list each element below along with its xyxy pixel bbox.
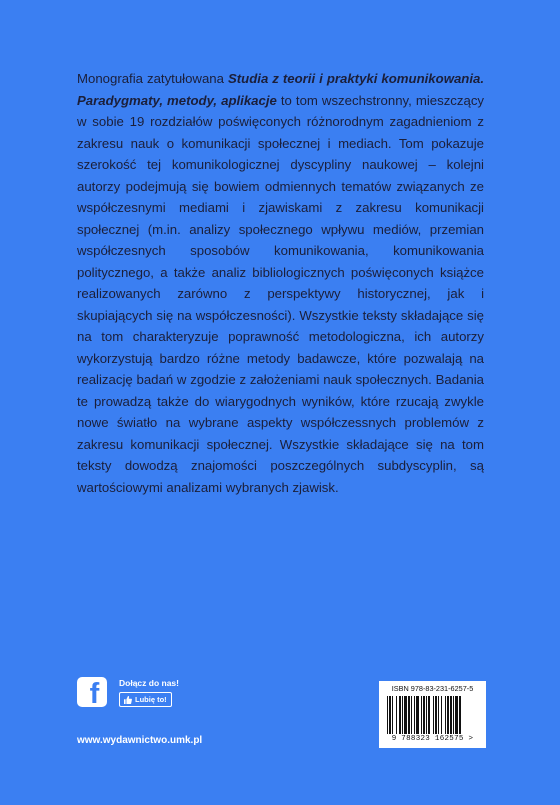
barcode-bar [435, 696, 437, 734]
barcode-bar [426, 696, 427, 734]
book-title: Studia z teorii i praktyki komunikowania. Paradygmaty, metody, aplikacje [77, 71, 484, 108]
blurb-intro: Monografia zatytułowana [77, 71, 228, 86]
barcode-bar [396, 696, 397, 734]
barcode-bar [445, 696, 446, 734]
barcode-bar [392, 696, 393, 734]
barcode-bar [416, 696, 419, 734]
barcode-bar [455, 696, 458, 734]
barcode-bar [399, 696, 401, 734]
back-cover-blurb [77, 68, 484, 498]
like-label: Lubię to! [135, 695, 167, 704]
barcode-bar [450, 696, 452, 734]
barcode-bar [404, 696, 407, 734]
facebook-icon[interactable] [77, 677, 107, 707]
blurb-body: to tom wszechstronny, mieszczący w sobie 19 rozdziałów poświęconych różnorodnym zagadnieniom z zakresu nauk o komunikacji społecznej i mediach. Tom pokazuje szerokość tej komunikologicznej dyscypliny naukowej – kolejni autorzy podejmują się bowiem odmiennych tematów związanych ze współczesnymi mediami i zjawiskami z zakresu komunikacji społecznej (m.in. analizy społecznego wpływu mediów, przemian współczesnych sposobów komunikowania, komunikowania politycznego, a także analiz bibliologicznych poświęconych książce realizowanych zarówno z perspektywy historycznej, jak i skupiających się na współczesności). Wszystkie teksty składające się na tom charakteryzuje poprawność metodologiczna, ich autorzy wykorzystują bardzo różne metody badawcze, które pozwalają na realizację badań w zgodzie z założeniami nauk społecznych. Badania te prowadzą także do wiarygodnych wyników, które rzucają zwykle nowe światło na wybrane aspekty współczessnych problemów z zakresu komunikacji społecznej. Wszystkie składające się na tom teksty dowodzą znajomości poszczególnych subdyscyplin, są wartościowymi analizami wybranych zjawisk. [77, 92, 485, 495]
barcode-bar [421, 696, 422, 734]
barcode-bar [438, 696, 439, 734]
barcode-bar [423, 696, 425, 734]
barcode-bar [441, 696, 442, 734]
barcode-bar [387, 696, 388, 734]
isbn-barcode-box [379, 681, 486, 748]
barcode-bar [402, 696, 403, 734]
barcode-bar [414, 696, 415, 734]
publisher-website[interactable]: www.wydawnictwo.umk.pl [77, 735, 203, 746]
barcode-bar [389, 696, 391, 734]
barcode-digits: 9 788323 162575 > [391, 735, 474, 743]
barcode-bar [453, 696, 454, 734]
barcode-bar [433, 696, 434, 734]
facebook-glyph: f [89, 678, 100, 707]
isbn-label: ISBN 978-83-231-6257-5 [391, 684, 474, 693]
blurb-paragraph [77, 68, 484, 498]
barcode-bar [447, 696, 449, 734]
barcode-bar [459, 696, 461, 734]
barcode-bar [408, 696, 410, 734]
barcode-icon [387, 696, 478, 734]
barcode-bar [411, 696, 412, 734]
barcode-bar [428, 696, 430, 734]
thumbs-up-icon [124, 696, 132, 704]
join-us-text: Dołącz do nas! [119, 678, 179, 688]
like-button[interactable] [119, 692, 172, 707]
